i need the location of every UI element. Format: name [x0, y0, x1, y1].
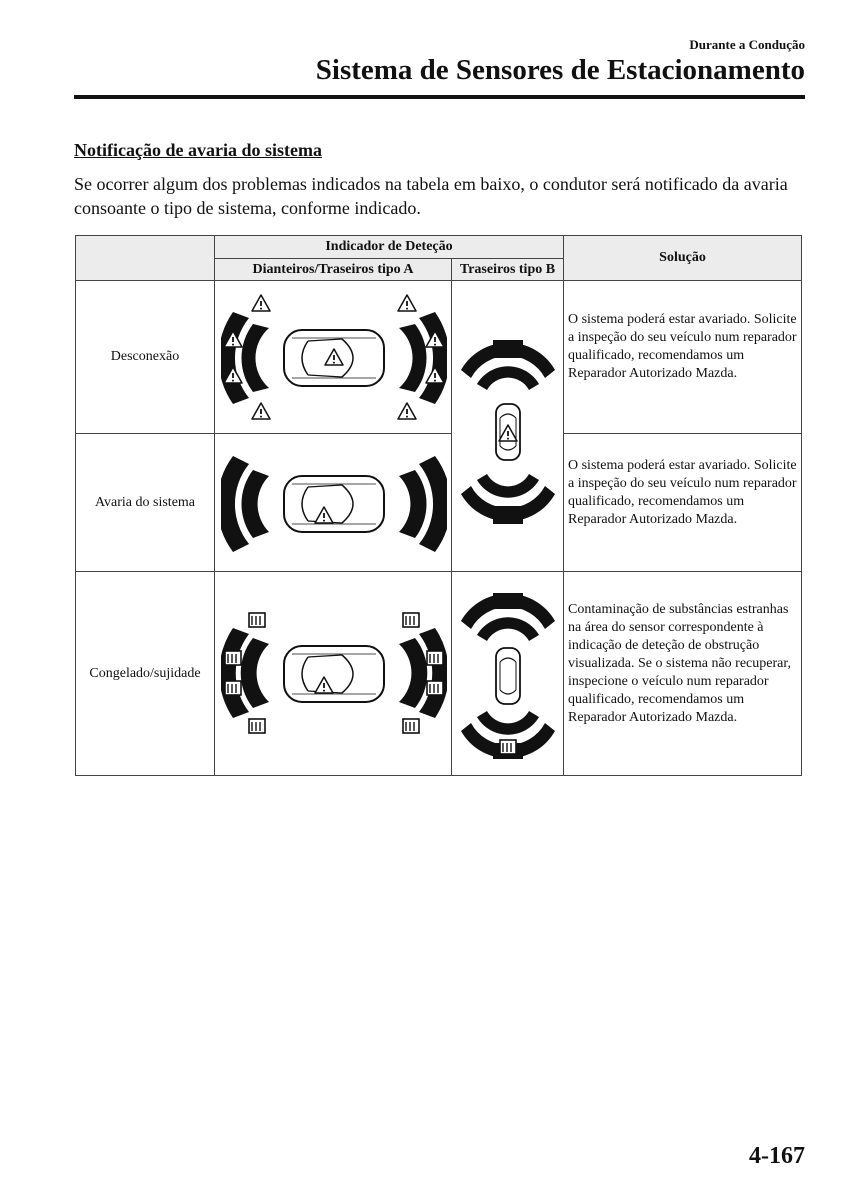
type-a-malfunction-diagram [221, 448, 447, 560]
title-rule [74, 95, 805, 99]
subheading: Notificação de avaria do sistema [74, 140, 322, 160]
table-rule [214, 236, 215, 775]
condition-disconnection: Desconexão [110, 349, 180, 364]
malfunction-table [75, 235, 802, 776]
condition-header-cell [76, 236, 214, 280]
table-rule [451, 258, 452, 775]
type-a-header: Dianteiros/Traseiros tipo A [215, 259, 451, 280]
table-rule [564, 433, 801, 434]
solution-disconnection: O sistema poderá estar avariado. Solicite a inspeção do seu veículo num reparador qualificado, recomendamos um Reparador Autorizado Mazda. [568, 312, 797, 381]
table-rule [563, 236, 564, 775]
section-label: Durante a Condução [689, 37, 805, 52]
intro-paragraph: Se ocorrer algum dos problemas indicados na tabela em baixo, o condutor será notificado da avaria consoante o tipo de sistema, conforme indicado. [74, 174, 788, 218]
page-number: 4-167 [749, 1143, 805, 1169]
solution-header: Solução [564, 236, 801, 280]
condition-system-malfunction: Avaria do sistema [94, 494, 196, 510]
page-title: Sistema de Sensores de Estacionamento [315, 54, 805, 86]
detection-indicator-header: Indicador de Deteção [215, 236, 563, 258]
type-b-frozen-dirt-diagram [457, 591, 559, 761]
type-a-frozen-dirt-diagram [221, 608, 447, 738]
table-rule [215, 258, 563, 259]
solution-system-malfunction: O sistema poderá estar avariado. Solicite a inspeção do seu veículo num reparador qualificado, recomendamos um Reparador Autorizado Mazda. [568, 458, 797, 527]
type-a-disconnection-diagram [221, 294, 447, 422]
solution-frozen-dirt: Contaminação de substâncias estranhas na área do sensor correspondente à indicação de deteção de obstrução visualizada. Se o sistema não recuperar, inspecione o veículo num reparador qualificado, recomendamos um Reparador Autorizado Mazda. [568, 602, 791, 725]
condition-frozen-dirt: Congelado/sujidade [89, 665, 201, 681]
type-b-header: Traseiros tipo B [452, 259, 563, 280]
type-b-disconnection-malfunction-diagram [457, 338, 559, 526]
